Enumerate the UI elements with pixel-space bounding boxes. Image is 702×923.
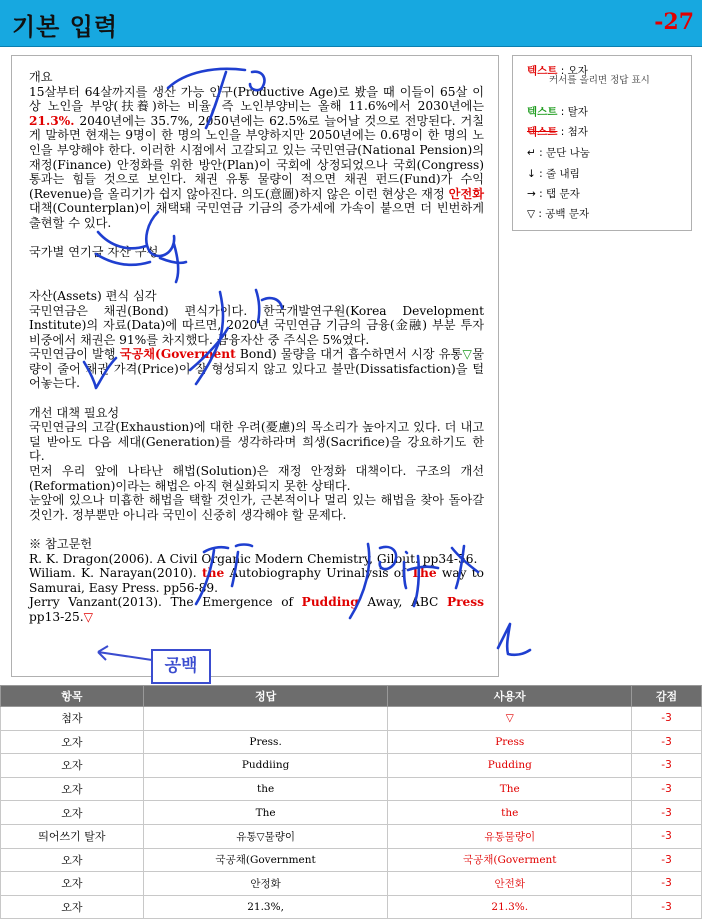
cell-points: -3: [632, 801, 702, 825]
paragraph: 국가별 연기금 자산 구성: [29, 245, 159, 260]
cell-answer: the: [143, 777, 388, 801]
reference-item: Jerry Vanzant(2013). The Emergence of Pudding Away, ABC Press pp13-25.▽: [29, 595, 484, 624]
section-heading: 개선 대책 필요성: [29, 405, 120, 420]
legend-missing: 텍스트 : 탈자: [527, 106, 588, 118]
cell-answer: Puddiing: [143, 754, 388, 778]
cell-user: the: [388, 801, 632, 825]
table-row: [1, 872, 702, 896]
table-row: [1, 801, 702, 825]
table-row: [1, 707, 702, 731]
paragraph: 국민연금은 채권(Bond) 편식가이다. 한국개발연구원(Korea Development Institute)의 자료(Data)에 따르면, 2020년 국민연금 기금의 금융(金融) 부분 투자 비중에서 채권은 91%를 차지했다. 금융자산 중 주식은 5%였다.: [29, 303, 484, 347]
col-header-user: 사용자: [388, 686, 632, 707]
cell-points: -3: [632, 754, 702, 778]
legend-typo-hint: 커서를 올리면 정답 표시: [549, 75, 650, 86]
error-mark[interactable]: Pudding: [301, 595, 359, 610]
cell-user: 유통물량이: [388, 824, 632, 848]
cell-answer: Press.: [143, 730, 388, 754]
cell-item: 첨자: [1, 707, 144, 731]
paragraph: 국민연금이 발행 국공채(Goverment Bond) 물량을 대거 흡수하면서 시장 유통▽물량이 줄어 채권 가격(Price)이 잘 형성되지 않고 있다고 불만(Dissatisfaction)을 털어놓는다.: [29, 347, 484, 391]
col-header-answer: 정답: [143, 686, 388, 707]
cell-answer: 국공채(Government: [143, 848, 388, 872]
cell-points: -3: [632, 872, 702, 896]
table-row: [1, 730, 702, 754]
section-heading: 자산(Assets) 편식 심각: [29, 288, 157, 303]
cell-item: 오자: [1, 730, 144, 754]
cell-points: -3: [632, 895, 702, 919]
cell-answer: 유통▽물량이: [143, 824, 388, 848]
page-title: 기본 입력: [12, 13, 119, 41]
cell-user: The: [388, 777, 632, 801]
annotation-callout: 공백: [151, 649, 211, 684]
results-table: [0, 685, 702, 919]
reference-item: R. K. Dragon(2006). A Civil Organic Modern Chemistry, Gilbut. pp34-56.: [29, 551, 478, 566]
table-row: [1, 848, 702, 872]
paragraph: 눈앞에 있으나 미흡한 해법을 택할 것인가, 근본적이나 멀리 있는 해법을 찾아 돌아갈 것인가. 정부뿐만 아니라 국민이 신중히 생각해야 할 문제다.: [29, 493, 484, 522]
cell-user: Press: [388, 730, 632, 754]
col-header-points: 감점: [632, 686, 702, 707]
legend-extra: 텍스트 : 첨자: [527, 126, 588, 138]
cell-points: -3: [632, 848, 702, 872]
legend-linebreak: ↓ : 줄 내림: [527, 168, 580, 180]
cell-user: 안전화: [388, 872, 632, 896]
table-header-row: [1, 686, 702, 707]
document-text: [29, 70, 484, 625]
cell-points: -3: [632, 777, 702, 801]
legend-typo: 텍스트 : 오자: [527, 65, 588, 77]
table-row: [1, 754, 702, 778]
legend-space: ▽ : 공백 문자: [527, 208, 590, 220]
col-header-item: 항목: [1, 686, 144, 707]
reference-item: Wiliam. K. Narayan(2010). the Autobiography Urinalysis of The way to Samurai, Easy Press. pp56-89.: [29, 566, 484, 595]
legend-panel: [512, 55, 692, 231]
title-bar: [0, 0, 702, 47]
error-mark[interactable]: 국공채(Goverment: [119, 347, 236, 362]
cell-answer: 안정화: [143, 872, 388, 896]
score-display: -27: [654, 9, 694, 35]
cell-user: Pudding: [388, 754, 632, 778]
space-marker[interactable]: ▽: [83, 609, 93, 624]
cell-answer: [143, 707, 388, 731]
error-mark[interactable]: Press: [446, 595, 484, 610]
paragraph: 15살부터 64살까지를 생산 가능 인구(Productive Age)로 봤을 때 이들이 65살 이상 노인을 부양(扶養)하는 비율, 즉 노인부양비는 올해 11.6%에서 2030년에는 21.3%. 2040년에는 35.7%, 2050년에는 62.5%로 늘어날 것으로 전망된다. 거칠게 말하면 현재는 9명이 한 명의 노인을 부양하지만 2050년에는 0.6명이 한 명의 노인을 부양해야 한다. 이러한 시점에서 고갈되고 있는 국민연금(National Pension)의 재정(Finance) 안정화를 위한 방안(Plan)이 국회에 상정되었으나 국회(Congress) 통과는 힘들 것으로 보인다. 채권 유통 물량이 적으면 채권 펀드(Fund)가 수익(Revenue)을 올리기가 쉽지 않아진다. 의도(意圖)하지 않은 이런 현상은 재정 안전화 대책(Counterplan)이 채택돼 국민연금 기금의 증가세에 가속이 붙으면 더 빈번하게 출현할 수 있다.: [29, 84, 484, 230]
cell-item: 오자: [1, 777, 144, 801]
section-heading: 개요: [29, 70, 53, 84]
cell-item: 오자: [1, 872, 144, 896]
error-mark[interactable]: the: [201, 566, 225, 581]
cell-user: ▽: [388, 707, 632, 731]
error-mark[interactable]: The: [410, 566, 437, 581]
cell-item: 오자: [1, 801, 144, 825]
space-marker[interactable]: ▽: [462, 347, 473, 362]
handwritten-mark: [498, 624, 530, 655]
error-mark[interactable]: 안전화: [448, 186, 484, 201]
paragraph: 먼저 우리 앞에 나타난 해법(Solution)은 재정 안정화 대책이다. 구조의 개선(Reformation)이라는 해법은 아직 현실화되지 못한 상태다.: [29, 464, 484, 493]
cell-item: 오자: [1, 754, 144, 778]
cell-points: -3: [632, 707, 702, 731]
cell-answer: The: [143, 801, 388, 825]
table-row: [1, 824, 702, 848]
cell-item: 오자: [1, 848, 144, 872]
cell-user: 21.3%.: [388, 895, 632, 919]
legend-tab: → : 탭 문자: [527, 188, 580, 200]
references-heading: ※ 참고문헌: [29, 537, 93, 551]
cell-points: -3: [632, 730, 702, 754]
cell-answer: 21.3%,: [143, 895, 388, 919]
cell-user: 국공채(Goverment: [388, 848, 632, 872]
cell-item: 띄어쓰기 탈자: [1, 824, 144, 848]
legend-paragraph: ↵ : 문단 나눔: [527, 147, 590, 159]
document-panel[interactable]: [11, 55, 499, 677]
cell-item: 오자: [1, 895, 144, 919]
table-row: [1, 777, 702, 801]
cell-points: -3: [632, 824, 702, 848]
error-mark[interactable]: 21.3%.: [29, 113, 75, 128]
paragraph: 국민연금의 고갈(Exhaustion)에 대한 우려(憂慮)의 목소리가 높아지고 있다. 더 내고 덜 받아도 다음 세대(Generation)를 생각하라며 희생(Sacrifice)을 강요하기도 한다.: [29, 420, 484, 464]
table-row: [1, 895, 702, 919]
